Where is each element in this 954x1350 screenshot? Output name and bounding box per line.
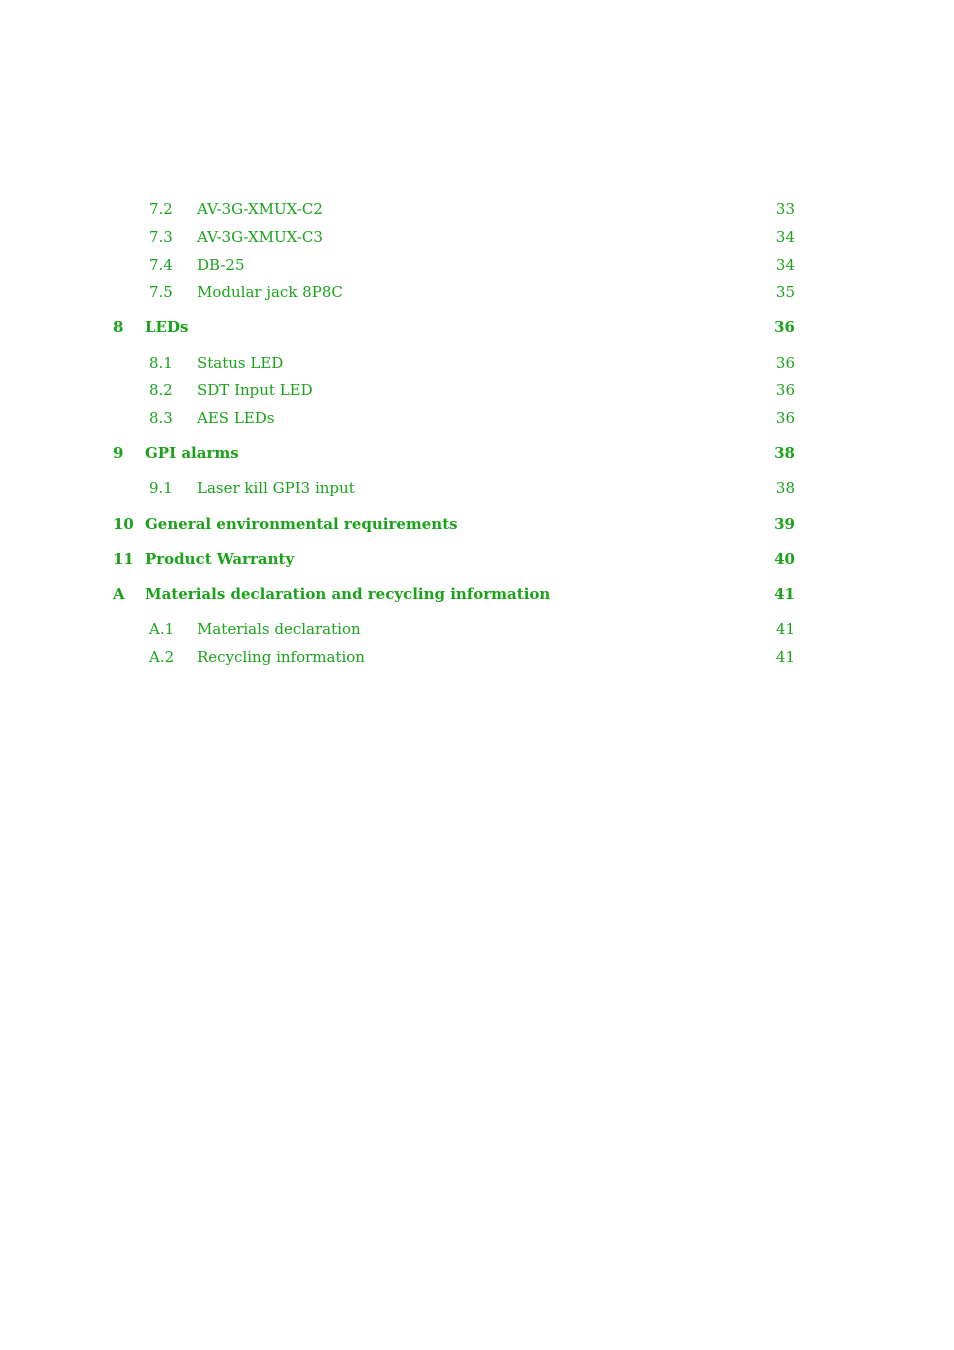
toc-entry-page[interactable]: 38 xyxy=(775,479,795,497)
toc-chapter-number: A xyxy=(113,585,125,603)
toc-entry-page[interactable]: 36 xyxy=(775,354,795,372)
toc-entry-number: 8.3 xyxy=(149,409,173,427)
toc-entry-page[interactable]: 34 xyxy=(775,256,795,274)
toc-entry-number: 7.2 xyxy=(149,200,173,218)
toc-entry-8-3[interactable] xyxy=(0,407,954,429)
toc-chapter-page[interactable]: 39 xyxy=(774,515,795,533)
toc-chapter-number: 10 xyxy=(113,515,134,533)
toc-entry-7-4[interactable] xyxy=(0,254,954,276)
toc-chapter-10[interactable] xyxy=(0,513,954,535)
toc-entry-a-2[interactable] xyxy=(0,646,954,668)
toc-entry-8-1[interactable] xyxy=(0,352,954,374)
toc-entry-number: A.1 xyxy=(149,620,175,638)
toc-entry-title[interactable]: Recycling information xyxy=(197,648,365,666)
toc-entry-9-1[interactable] xyxy=(0,477,954,499)
toc-entry-7-3[interactable] xyxy=(0,226,954,248)
toc-chapter-number: 8 xyxy=(113,318,124,336)
toc-entry-number: 7.4 xyxy=(149,256,173,274)
toc-entry-title[interactable]: AES LEDs xyxy=(197,409,275,427)
toc-entry-title[interactable]: Laser kill GPI3 input xyxy=(197,479,355,497)
toc-chapter-page[interactable]: 41 xyxy=(774,585,795,603)
toc-chapter-title[interactable]: General environmental requirements xyxy=(145,515,458,533)
toc-entry-title[interactable]: DB-25 xyxy=(197,256,245,274)
toc-chapter-title[interactable]: Product Warranty xyxy=(145,550,295,568)
toc-chapter-page[interactable]: 40 xyxy=(774,550,795,568)
toc-entry-page[interactable]: 35 xyxy=(775,283,795,301)
toc-entry-page[interactable]: 34 xyxy=(775,228,795,246)
toc-entry-title[interactable]: Materials declaration xyxy=(197,620,361,638)
toc-chapter-number: 11 xyxy=(113,550,134,568)
toc-entry-number: 8.1 xyxy=(149,354,173,372)
toc-entry-7-2[interactable] xyxy=(0,198,954,220)
toc-entry-a-1[interactable] xyxy=(0,618,954,640)
toc-entry-page[interactable]: 41 xyxy=(775,620,795,638)
toc-entry-title[interactable]: Modular jack 8P8C xyxy=(197,283,343,301)
toc-entry-title[interactable]: Status LED xyxy=(197,354,284,372)
toc-entry-number: 7.5 xyxy=(149,283,173,301)
toc-chapter-8[interactable] xyxy=(0,316,954,338)
toc-entry-title[interactable]: AV-3G-XMUX-C3 xyxy=(197,228,323,246)
toc-chapter-a[interactable] xyxy=(0,583,954,605)
toc-entry-8-2[interactable] xyxy=(0,379,954,401)
toc-entry-page[interactable]: 33 xyxy=(775,200,795,218)
toc-chapter-page[interactable]: 36 xyxy=(774,318,795,336)
toc-chapter-number: 9 xyxy=(113,444,124,462)
toc-entry-number: 8.2 xyxy=(149,381,173,399)
toc-entry-title[interactable]: AV-3G-XMUX-C2 xyxy=(197,200,323,218)
toc-entry-page[interactable]: 36 xyxy=(775,409,795,427)
toc-entry-page[interactable]: 36 xyxy=(775,381,795,399)
toc-entry-page[interactable]: 41 xyxy=(775,648,795,666)
toc-chapter-page[interactable]: 38 xyxy=(774,444,795,462)
toc-chapter-title[interactable]: GPI alarms xyxy=(145,444,239,462)
toc-entry-7-5[interactable] xyxy=(0,281,954,303)
toc-entry-number: 7.3 xyxy=(149,228,173,246)
toc-chapter-11[interactable] xyxy=(0,548,954,570)
toc-entry-number: 9.1 xyxy=(149,479,173,497)
toc-entry-title[interactable]: SDT Input LED xyxy=(197,381,313,399)
toc-chapter-9[interactable] xyxy=(0,442,954,464)
toc-chapter-title[interactable]: LEDs xyxy=(145,318,189,336)
toc-entry-number: A.2 xyxy=(149,648,175,666)
toc-chapter-title[interactable]: Materials declaration and recycling information xyxy=(145,585,551,603)
